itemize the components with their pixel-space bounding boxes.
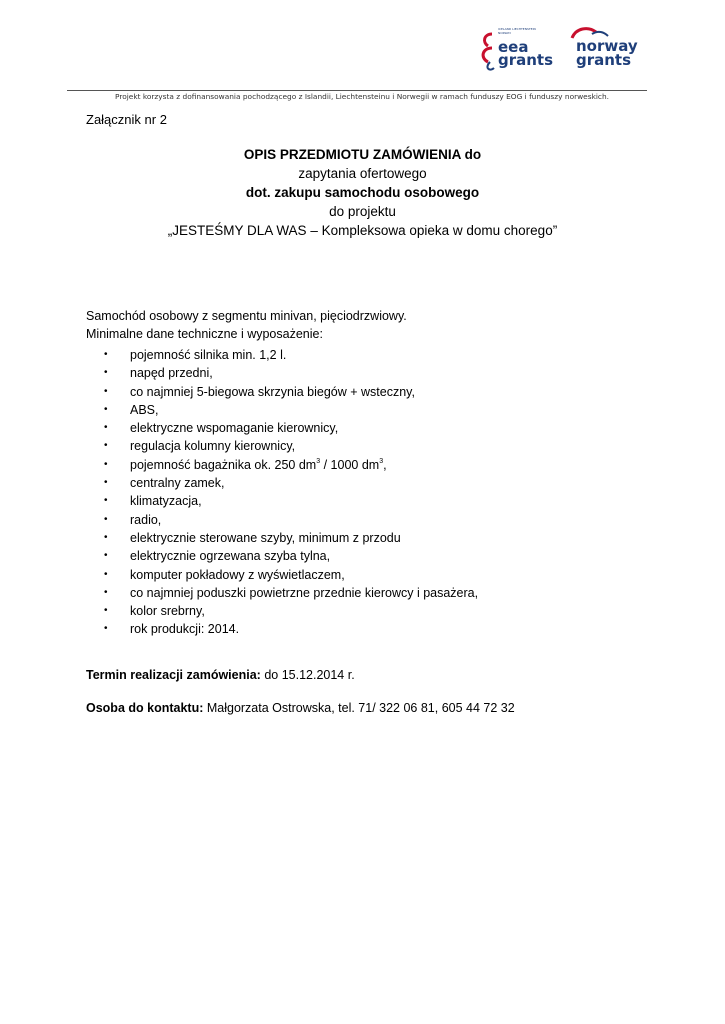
list-item-text: napęd przedni, — [130, 366, 213, 381]
list-item-text — [130, 458, 387, 472]
title-line-3: dot. zakupu samochodu osobowego — [245, 185, 480, 200]
header-logos — [478, 26, 638, 74]
bullet-icon: • — [104, 422, 108, 434]
list-item — [86, 529, 478, 547]
list-item — [86, 547, 478, 565]
trunk-capacity-unit-exponent-1: 3 — [316, 457, 321, 465]
list-item — [86, 511, 478, 529]
bullet-icon: • — [104, 495, 108, 507]
norway-logo-word-grants: grants — [576, 51, 632, 69]
list-item — [86, 346, 478, 364]
list-item-text: pojemność silnika min. 1,2 l. — [130, 348, 287, 362]
list-item — [86, 602, 478, 620]
list-item — [86, 492, 478, 510]
bullet-icon: • — [104, 367, 108, 379]
delivery-term-label: Termin realizacji zamówienia: — [86, 668, 261, 682]
bullet-icon: • — [104, 568, 108, 580]
eea-grants-logo — [478, 26, 554, 72]
title-line-2: zapytania ofertowego — [298, 166, 427, 181]
annex-label: Załącznik nr 2 — [86, 112, 167, 127]
norway-logo-word-norway: norway — [576, 37, 638, 55]
bullet-icon: • — [104, 385, 108, 397]
funding-note: Projekt korzysta z dofinansowania pochodzącego z Islandii, Liechtensteinu i Norwegii w ramach funduszy EOG i funduszy norweskich. — [115, 92, 609, 101]
delivery-term — [86, 668, 355, 682]
list-item-text: rok produkcji: 2014. — [130, 622, 240, 637]
title-line-5: „JESTEŚMY DLA WAS – Kompleksowa opieka w domu chorego” — [167, 223, 558, 238]
contact-person — [86, 701, 515, 715]
bullet-icon: • — [104, 458, 108, 470]
bullet-icon: • — [104, 550, 108, 562]
list-item — [86, 437, 478, 455]
list-item — [86, 566, 478, 584]
trunk-capacity-part-3: , — [383, 457, 387, 472]
list-item-text: radio, — [130, 512, 162, 527]
list-item-text: komputer pokładowy z wyświetlaczem, — [130, 567, 345, 582]
bullet-icon: • — [104, 440, 108, 452]
list-item — [86, 584, 478, 602]
norway-grants-logo — [566, 26, 638, 72]
list-item-text: centralny zamek, — [130, 476, 225, 491]
contact-value: Małgorzata Ostrowska, tel. 71/ 322 06 81, 605 44 72 32 — [203, 701, 515, 715]
bullet-icon: • — [104, 477, 108, 489]
list-item-text: kolor srebrny, — [130, 604, 205, 619]
list-item-text: elektrycznie sterowane szyby, minimum z przodu — [130, 530, 401, 545]
list-item — [86, 474, 478, 492]
bullet-icon: • — [104, 531, 108, 543]
list-item — [86, 401, 478, 419]
document-title — [86, 145, 639, 240]
list-item-text: elektryczne wspomaganie kierownicy, — [130, 421, 339, 436]
list-item-text: klimatyzacja, — [130, 494, 202, 509]
intro-text — [86, 308, 407, 343]
bullet-icon: • — [104, 349, 108, 360]
eea-logo-small-text: ICELAND LIECHTENSTEIN NORWAY — [498, 27, 536, 35]
list-item-text: elektrycznie ogrzewana szyba tylna, — [130, 549, 331, 564]
header-divider — [67, 90, 647, 91]
bullet-icon: • — [104, 586, 108, 598]
title-line-1: OPIS PRZEDMIOTU ZAMÓWIENIA do — [243, 147, 482, 162]
title-line-4: do projektu — [329, 204, 396, 219]
list-item — [86, 620, 478, 638]
bullet-icon: • — [104, 623, 108, 635]
spec-list — [86, 346, 478, 639]
intro-line-1: Samochód osobowy z segmentu minivan, pięciodrzwiowy. — [86, 309, 407, 323]
bullet-icon: • — [104, 403, 108, 415]
trunk-capacity-unit-exponent-2: 3 — [379, 457, 384, 465]
list-item — [86, 383, 478, 401]
list-item-text: regulacja kolumny kierownicy, — [130, 439, 296, 454]
eea-logo-word-eea: eea — [498, 38, 529, 56]
bullet-icon: • — [104, 513, 108, 525]
list-item-text: co najmniej 5-biegowa skrzynia biegów + wsteczny, — [130, 384, 415, 399]
trunk-capacity-part-1: pojemność bagażnika ok. 250 dm — [130, 457, 317, 472]
intro-line-2: Minimalne dane techniczne i wyposażenie: — [86, 326, 323, 341]
list-item — [86, 456, 478, 474]
eea-logo-word-grants: grants — [498, 51, 554, 69]
delivery-term-value: do 15.12.2014 r. — [260, 668, 355, 682]
eea-logo-mark-icon — [478, 28, 496, 72]
list-item — [86, 419, 478, 437]
list-item-text: co najmniej poduszki powietrzne przednie kierowcy i pasażera, — [130, 585, 479, 600]
bullet-icon: • — [104, 605, 108, 617]
trunk-capacity-part-2: / 1000 dm — [320, 457, 380, 472]
contact-label: Osoba do kontaktu: — [86, 701, 204, 715]
list-item-text: ABS, — [130, 402, 159, 417]
list-item — [86, 364, 478, 382]
